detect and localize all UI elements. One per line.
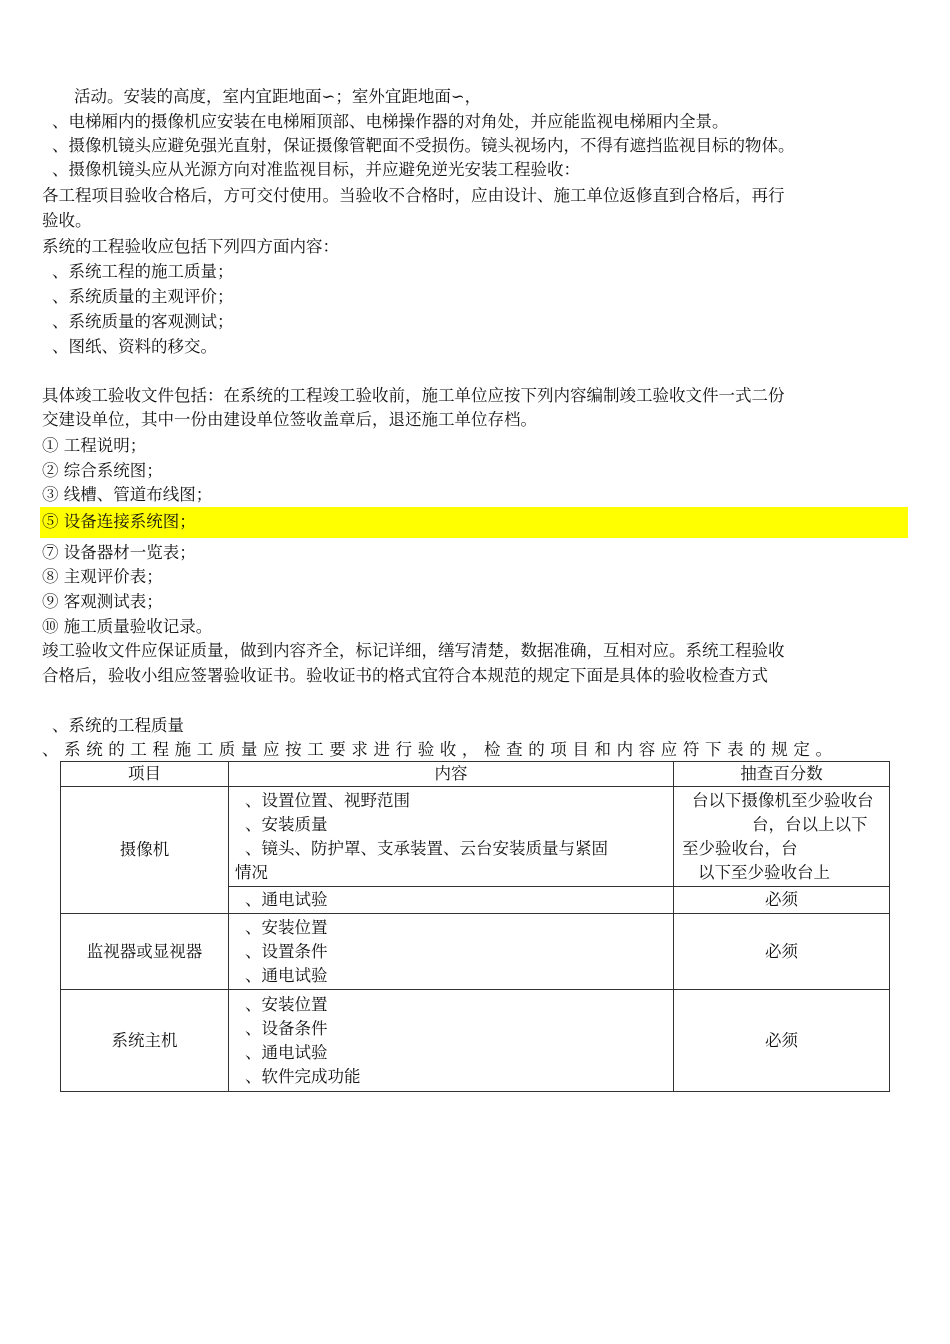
table-row	[61, 787, 890, 887]
content-line: 、通电试验	[245, 1042, 328, 1062]
ratio-cell: 必须	[674, 914, 890, 990]
ratio-cell: 必须	[674, 887, 890, 914]
header-content: 内容	[229, 762, 674, 787]
list-item: ① 工程说明；	[42, 436, 147, 455]
header-ratio: 抽查百分数	[674, 762, 890, 787]
list-item: ⑩ 施工质量验收记录。	[42, 617, 213, 636]
text-line: 具体竣工验收文件包括：在系统的工程竣工验收前，施工单位应按下列内容编制竣工验收文件一式二份	[42, 386, 785, 405]
list-item: 、系统质量的主观评价；	[52, 287, 234, 306]
content-line: 、设备条件	[245, 1018, 328, 1038]
ratio-line: 台以下摄像机至少验收台	[692, 790, 874, 810]
content-line: 、安装位置	[245, 917, 328, 937]
ratio-line: 至少验收台，台	[682, 838, 798, 858]
ratio-cell	[674, 787, 890, 887]
content-line: 、软件完成功能	[245, 1066, 361, 1086]
content-cell	[229, 990, 674, 1092]
content-line: 、设置条件	[245, 941, 328, 961]
section-heading: 、系统的工程质量	[52, 716, 184, 735]
list-item-highlighted: ⑤ 设备连接系统图；	[42, 512, 196, 531]
content-line: 、安装位置	[245, 994, 328, 1014]
text-line: 验收。	[42, 211, 92, 230]
text-line: 系统的工程验收应包括下列四方面内容：	[42, 237, 339, 256]
content-line: 、通电试验	[245, 890, 328, 909]
item-cell: 系统主机	[61, 990, 229, 1092]
text-line: 竣工验收文件应保证质量，做到内容齐全，标记详细，缮写清楚，数据准确，互相对应。系统工程验收	[42, 641, 785, 660]
content-line: 、设置位置、视野范围	[245, 790, 410, 810]
text-line: 、摄像机镜头应从光源方向对准监视目标，并应避免逆光安装工程验收：	[52, 160, 580, 179]
text-line: 活动。安装的高度，室内宜距地面∽；室外宜距地面∽，	[74, 87, 482, 106]
header-item: 项目	[61, 762, 229, 787]
item-cell: 摄像机	[61, 787, 229, 914]
list-item: 、系统工程的施工质量；	[52, 262, 234, 281]
list-item: 、系统质量的客观测试；	[52, 312, 234, 331]
ratio-line: 台，台以上以下	[752, 814, 868, 834]
content-line: 情况	[235, 862, 268, 882]
content-cell	[229, 887, 674, 914]
content-line: 、镜头、防护罩、支承装置、云台安装质量与紧固	[245, 838, 608, 858]
text-line: 、摄像机镜头应避免强光直射，保证摄像管靶面不受损伤。镜头视场内，不得有遮挡监视目标的物体。	[52, 136, 795, 155]
list-item: 、图纸、资料的移交。	[52, 337, 217, 356]
content-cell	[229, 914, 674, 990]
text-line: 、系统的工程施工质量应按工要求进行验收，检查的项目和内容应符下表的规定。	[42, 740, 838, 759]
table-row	[61, 990, 890, 1092]
content-line: 、通电试验	[245, 965, 328, 985]
item-cell: 监视器或显视器	[61, 914, 229, 990]
content-line: 、安装质量	[245, 814, 328, 834]
table-header-row	[61, 762, 890, 787]
ratio-cell: 必须	[674, 990, 890, 1092]
text-line: 各工程项目验收合格后，方可交付使用。当验收不合格时，应由设计、施工单位返修直到合格后，再行	[42, 186, 785, 205]
text-line: 、电梯厢内的摄像机应安装在电梯厢顶部、电梯操作器的对角处，并应能监视电梯厢内全景。	[52, 112, 729, 131]
content-cell	[229, 787, 674, 887]
table-row	[61, 914, 890, 990]
ratio-line: 以下至少验收台上	[698, 862, 830, 882]
text-line: 交建设单位，其中一份由建设单位签收盖章后，退还施工单位存档。	[42, 410, 537, 429]
list-item: ⑦ 设备器材一览表；	[42, 543, 196, 562]
list-item: ⑧ 主观评价表；	[42, 567, 163, 586]
text-line: 合格后，验收小组应签署验收证书。验收证书的格式宜符合本规范的规定下面是具体的验收检查方式	[42, 666, 768, 685]
inspection-table	[60, 761, 890, 1092]
list-item: ⑨ 客观测试表；	[42, 592, 163, 611]
list-item: ③ 线槽、管道布线图；	[42, 485, 213, 504]
list-item: ② 综合系统图；	[42, 461, 163, 480]
